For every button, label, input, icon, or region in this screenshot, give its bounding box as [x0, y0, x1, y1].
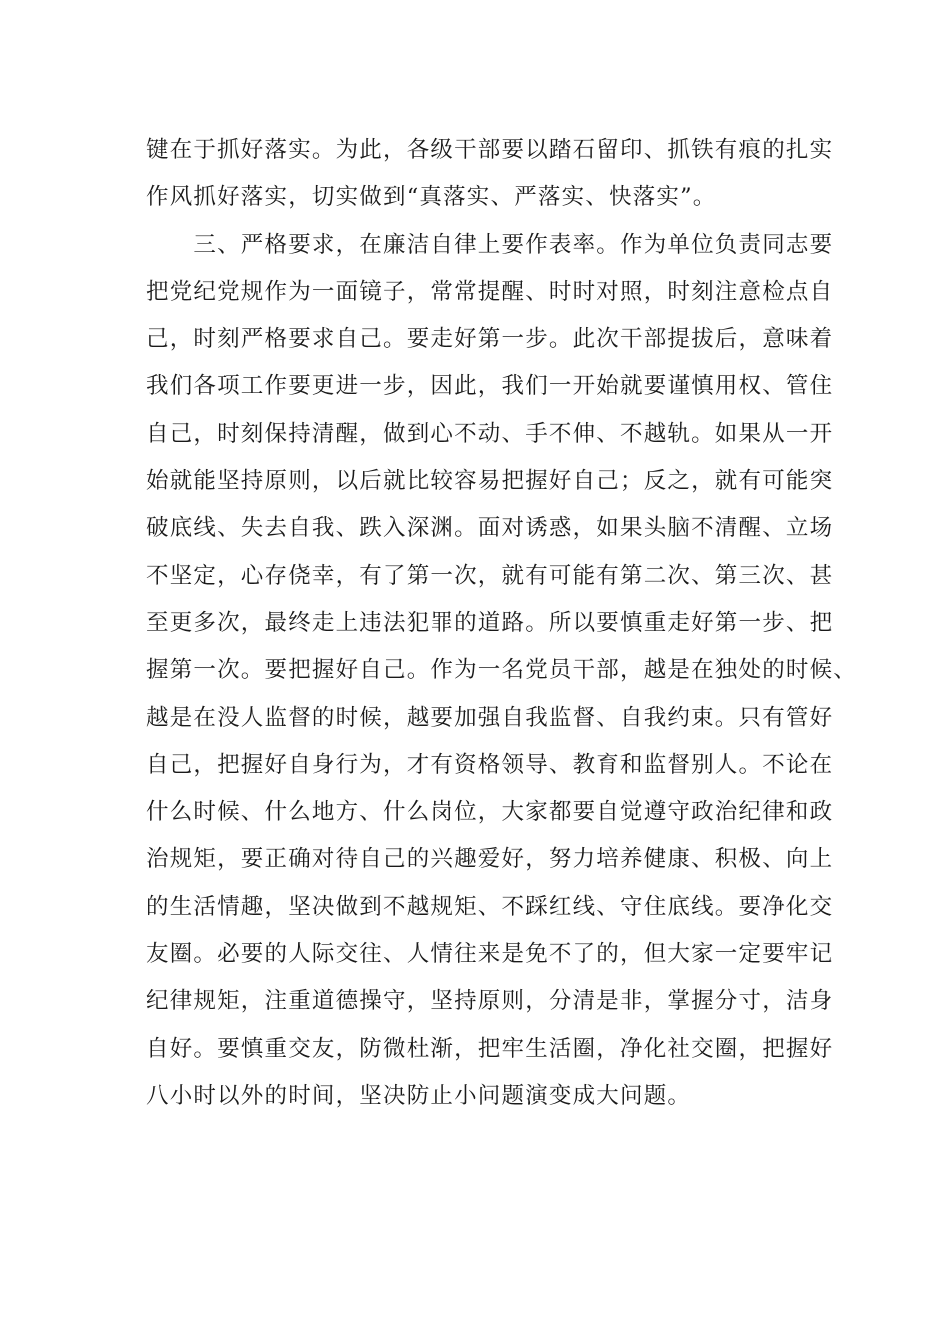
text-line: 越是在没人监督的时候，越要加强自我监督、自我约束。只有管好 — [146, 704, 834, 731]
body-text — [146, 130, 858, 1123]
text-line: 己，时刻严格要求自己。要走好第一步。此次干部提拔后，意味着 — [146, 326, 834, 353]
text-line: 握第一次。要把握好自己。作为一名党员干部，越是在独处的时候、 — [146, 657, 858, 684]
text-line: 破底线、失去自我、跌入深渊。面对诱惑，如果头脑不清醒、立场 — [146, 515, 834, 542]
text-line: 至更多次，最终走上违法犯罪的道路。所以要慎重走好第一步、把 — [146, 609, 834, 636]
text-line: 不坚定，心存侥幸，有了第一次，就有可能有第二次、第三次、甚 — [146, 562, 834, 589]
text-line: 我们各项工作要更进一步，因此，我们一开始就要谨慎用权、管住 — [146, 373, 834, 400]
text-line: 自己，时刻保持清醒，做到心不动、手不伸、不越轨。如果从一开 — [146, 420, 834, 447]
text-line: 始就能坚持原则，以后就比较容易把握好自己；反之，就有可能突 — [146, 468, 834, 495]
text-line: 的生活情趣，坚决做到不越规矩、不踩红线、守住底线。要净化交 — [146, 893, 834, 920]
text-line: 自好。要慎重交友，防微杜渐，把牢生活圈，净化社交圈，把握好 — [146, 1035, 834, 1062]
text-line: 把党纪党规作为一面镜子，常常提醒、时时对照，时刻注意检点自 — [146, 278, 834, 305]
text-line: 友圈。必要的人际交往、人情往来是免不了的，但大家一定要牢记 — [146, 941, 834, 968]
text-line: 自己，把握好自身行为，才有资格领导、教育和监督别人。不论在 — [146, 751, 834, 778]
text-line: 作风抓好落实，切实做到“真落实、严落实、快落实”。 — [146, 184, 717, 211]
text-line: 什么时候、什么地方、什么岗位，大家都要自觉遵守政治纪律和政 — [146, 799, 834, 826]
section-heading-line: 三、严格要求，在廉洁自律上要作表率。作为单位负责同志要 — [146, 231, 834, 258]
text-line: 键在于抓好落实。为此，各级干部要以踏石留印、抓铁有痕的扎实 — [146, 137, 834, 163]
text-line: 治规矩，要正确对待自己的兴趣爱好，努力培养健康、积极、向上 — [146, 846, 834, 873]
text-line: 纪律规矩，注重道德操守，坚持原则，分清是非，掌握分寸，洁身 — [146, 988, 834, 1015]
text-line: 八小时以外的时间，坚决防止小问题演变成大问题。 — [146, 1082, 692, 1109]
